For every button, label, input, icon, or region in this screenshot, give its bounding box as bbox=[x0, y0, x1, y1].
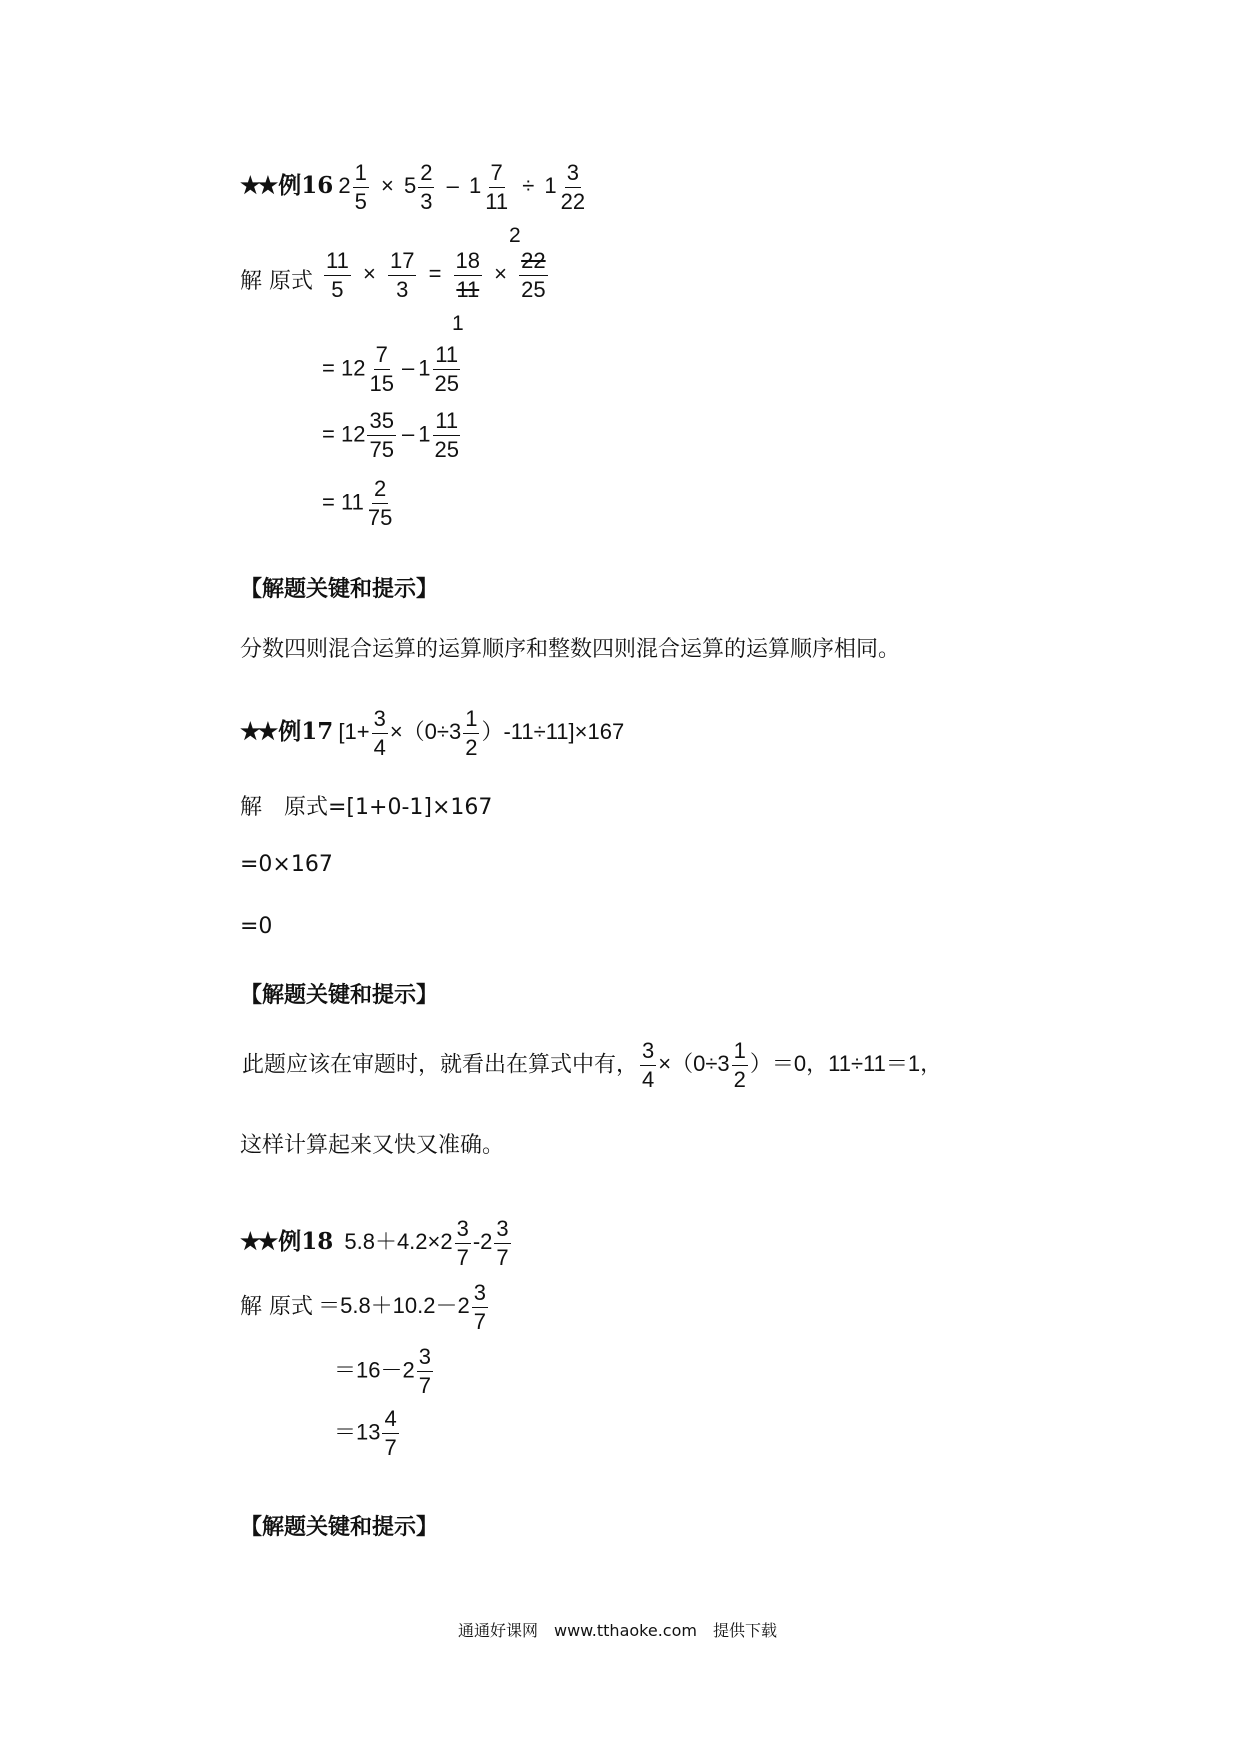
example-18-label: ★★ 例18 bbox=[240, 1228, 334, 1256]
example-16-solution-line-4: = 11 $\frac{2}{75}$ bbox=[322, 476, 393, 530]
fraction: $\frac{3}{22}$ bbox=[560, 160, 586, 214]
fraction: $\frac{3}{7}$ bbox=[473, 1280, 486, 1334]
example-17-solution-line-3: =0 bbox=[240, 914, 273, 939]
example-16-solution-line-2: = 12 $\frac{7}{15}$ – 1 $\frac{11}{25}$ bbox=[322, 342, 459, 396]
fraction: $\frac{1}{5}$ bbox=[354, 160, 367, 214]
cancel-note-top: 2 bbox=[509, 224, 521, 247]
fraction: $\frac{17}{3}$ bbox=[389, 248, 415, 302]
example-17-solution-line-2: =0×167 bbox=[240, 852, 333, 877]
fraction: $\frac{1}{2}$ bbox=[465, 706, 478, 760]
fraction: $\frac{3}{7}$ bbox=[456, 1216, 469, 1270]
example-18-problem: ★★ 例18 5.8＋4.2×2 $\frac{3}{7}$ -2 $\frac{3}{7}$ bbox=[240, 1216, 509, 1270]
hint-text-2-line-2: 这样计算起来又快又准确。 bbox=[240, 1133, 505, 1158]
fraction: $\frac{3}{7}$ bbox=[418, 1344, 431, 1398]
example-16-solution-line-3: = 12 $\frac{35}{75}$ – 1 $\frac{11}{25}$ bbox=[322, 408, 459, 462]
fraction: $\frac{18}{11}$ bbox=[455, 248, 481, 302]
fraction: $\frac{11}{5}$ bbox=[326, 248, 349, 302]
fraction: $\frac{2}{3}$ bbox=[420, 160, 433, 214]
fraction: $\frac{35}{75}$ bbox=[369, 408, 394, 462]
example-17-solution-line-1: 解 原式=[1+0-1]×167 bbox=[240, 795, 493, 820]
stars-icon: ★★ bbox=[240, 172, 276, 200]
hint-heading-3: 【解题关键和提示】 bbox=[240, 1515, 439, 1540]
example-17-label: ★★ 例17 bbox=[240, 718, 334, 746]
page-footer: 通通好课网 www.tthaoke.com 提供下载 bbox=[458, 1621, 777, 1640]
fraction: $\frac{22}{25}$ bbox=[521, 248, 546, 302]
fraction: $\frac{11}{25}$ bbox=[434, 342, 459, 396]
example-18-solution-line-2: ＝16－2 $\frac{3}{7}$ bbox=[334, 1344, 431, 1398]
hint-heading-1: 【解题关键和提示】 bbox=[240, 577, 439, 602]
example-16-label: ★★ 例16 bbox=[240, 172, 334, 200]
fraction: $\frac{1}{2}$ bbox=[733, 1038, 746, 1092]
example-16-solution-line-1: $\frac{11}{5}$ × $\frac{17}{3}$ = $\frac{18}{11}$ × $\frac{22}{25}$ bbox=[326, 248, 546, 302]
fraction: $\frac{3}{4}$ bbox=[642, 1038, 655, 1092]
hint-text-2-line-1: 此题应该在审题时，就看出在算式中有， $\frac{3}{4}$ ×（0÷3 $\frac{1}{2}$ ）＝0，11÷11＝1， bbox=[242, 1038, 943, 1092]
stars-icon: ★★ bbox=[240, 718, 276, 746]
hint-heading-2: 【解题关键和提示】 bbox=[240, 983, 439, 1008]
example-16-problem: ★★ 例16 2 $\frac{1}{5}$ × 5 $\frac{2}{3}$ – 1 $\frac{7}{11}$ ÷ 1 $\frac{3}{22}$ bbox=[240, 160, 586, 214]
cancel-note-bottom: 1 bbox=[452, 312, 464, 335]
fraction: $\frac{2}{75}$ bbox=[367, 476, 393, 530]
fraction: $\frac{3}{7}$ bbox=[496, 1216, 509, 1270]
hint-text-1: 分数四则混合运算的运算顺序和整数四则混合运算的运算顺序相同。 bbox=[240, 637, 901, 662]
fraction: $\frac{11}{25}$ bbox=[434, 408, 459, 462]
stars-icon: ★★ bbox=[240, 1228, 276, 1256]
fraction: $\frac{4}{7}$ bbox=[384, 1406, 397, 1460]
example-18-solution-line-3: ＝13 $\frac{4}{7}$ bbox=[334, 1406, 397, 1460]
example-17-problem: ★★ 例17 [1+ $\frac{3}{4}$ ×（0÷3 $\frac{1}{2}$ ）-11÷11]×167 bbox=[240, 706, 625, 760]
example-18-solution-line-1: 解 原式 ＝5.8＋10.2－2 $\frac{3}{7}$ bbox=[240, 1280, 486, 1334]
fraction: $\frac{7}{15}$ bbox=[369, 342, 394, 396]
example-16-solution-label: 解 原式 bbox=[240, 269, 313, 294]
fraction: $\frac{7}{11}$ bbox=[485, 160, 509, 214]
fraction: $\frac{3}{4}$ bbox=[373, 706, 386, 760]
